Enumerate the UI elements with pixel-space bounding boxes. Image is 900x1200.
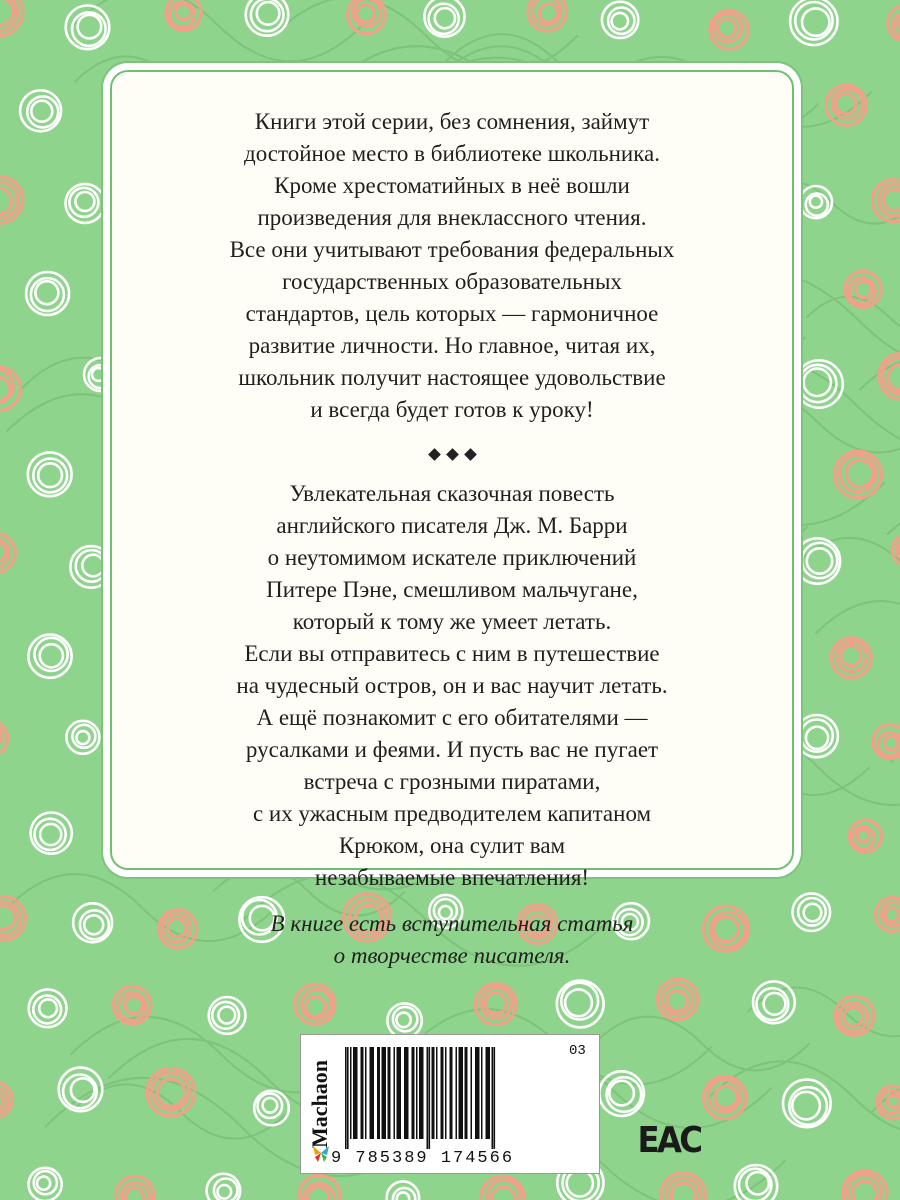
pink-ring xyxy=(888,5,900,41)
pink-ring xyxy=(475,984,516,1025)
barcode-bar xyxy=(459,1047,464,1139)
white-ring xyxy=(790,0,837,45)
barcode-bar xyxy=(486,1047,491,1139)
barcode-bar xyxy=(456,1047,458,1139)
white-ring xyxy=(20,90,61,131)
pink-ring xyxy=(481,1176,524,1200)
pink-ring xyxy=(873,725,900,759)
pink-ring xyxy=(845,271,881,307)
white-ring xyxy=(254,1091,289,1126)
barcode-bar xyxy=(436,1047,438,1139)
pink-ring xyxy=(166,0,201,30)
white-ring xyxy=(66,721,99,754)
barcode-bar xyxy=(365,1047,367,1139)
pink-ring xyxy=(892,534,900,566)
text-line: развитие личности. Но главное, читая их, xyxy=(248,333,656,358)
barcode-guard xyxy=(494,1047,496,1149)
text-line: Книги этой серии, без сомнения, займут xyxy=(254,109,650,134)
text-line: английского писателя Дж. М. Барри xyxy=(276,513,628,538)
barcode-bar xyxy=(481,1047,483,1139)
diamond-icon xyxy=(428,448,441,461)
white-ring xyxy=(557,981,604,1028)
text-line: достойное место в библиотеке школьника. xyxy=(244,141,660,166)
pink-ring xyxy=(0,1082,13,1118)
foreword-note xyxy=(142,908,762,972)
swirl-line xyxy=(74,0,363,61)
text-line: Все они учитывают требования федеральных xyxy=(229,237,675,262)
white-ring xyxy=(66,184,105,223)
pink-ring xyxy=(710,11,748,49)
text-line: незабываемые впечатления! xyxy=(314,865,590,890)
barcode-bar xyxy=(377,1047,380,1139)
barcode-guard xyxy=(492,1047,494,1149)
pink-ring xyxy=(877,1086,900,1119)
pink-ring xyxy=(0,897,25,941)
barcode-bar xyxy=(404,1047,409,1139)
white-ring xyxy=(424,0,464,37)
barcode-block xyxy=(300,1034,600,1174)
section-separator xyxy=(142,448,762,462)
white-ring xyxy=(387,1181,419,1200)
pink-ring xyxy=(843,1171,887,1200)
description-paragraph-book xyxy=(142,478,762,894)
barcode-bar xyxy=(397,1047,402,1139)
swirl-line xyxy=(815,601,900,666)
barcode-bar xyxy=(450,1047,453,1139)
text-line: А ещё познакомит с его обитателями — xyxy=(256,705,648,730)
text-line: Крюком, она сулит вам xyxy=(338,833,566,858)
eac-text: EAC xyxy=(637,1119,701,1161)
barcode-bar xyxy=(382,1047,387,1139)
barcode-bar xyxy=(388,1047,391,1139)
text-line: на чудесный остров, он и вас научит летать. xyxy=(236,673,668,698)
pink-ring xyxy=(0,0,23,36)
text-line: государственных образовательных xyxy=(282,269,622,294)
text-line: Питере Пэне, смешливом мальчугане, xyxy=(266,577,638,602)
text-line: и всегда будет готов к уроку! xyxy=(310,397,594,422)
barcode-bar xyxy=(412,1047,415,1139)
text-line: который к тому же умеет летать. xyxy=(292,609,612,634)
pink-ring xyxy=(873,180,900,222)
barcode-bar xyxy=(370,1047,375,1139)
text-line: Если вы отправитесь с ним в путешествие xyxy=(244,641,660,666)
white-ring xyxy=(602,2,638,38)
barcode-bar xyxy=(445,1047,447,1139)
pink-ring xyxy=(835,451,882,498)
barcode-guard xyxy=(429,1047,431,1149)
machaon-logo-icon xyxy=(311,1143,331,1163)
barcode-bar xyxy=(416,1047,418,1139)
pink-ring xyxy=(295,984,335,1024)
white-ring xyxy=(783,1080,831,1128)
pink-ring xyxy=(348,0,386,34)
white-ring xyxy=(28,452,72,496)
swirl-line xyxy=(72,1084,289,1138)
barcode-bar xyxy=(361,1047,364,1139)
barcode-bar xyxy=(353,1047,358,1139)
text-line: русалками и феями. И пусть вас не пугает xyxy=(245,737,659,762)
barcode-bar xyxy=(432,1047,435,1139)
barcode-guard xyxy=(347,1047,349,1149)
text-line: о неутомимом искателе приключений xyxy=(267,545,637,570)
white-ring xyxy=(28,635,71,678)
white-ring xyxy=(29,989,67,1027)
barcode-bar xyxy=(394,1047,396,1139)
white-ring xyxy=(795,538,840,583)
white-ring xyxy=(246,0,289,36)
barcode-bar xyxy=(475,1047,480,1139)
publisher-name: Machaon xyxy=(307,1060,332,1148)
text-line: встреча с грозными пиратами, xyxy=(303,769,601,794)
text-line: В книге есть вступительная статья xyxy=(270,911,634,936)
pink-ring xyxy=(0,177,23,223)
diamond-icon xyxy=(464,448,477,461)
white-ring xyxy=(209,997,246,1034)
barcode-bar xyxy=(419,1047,424,1139)
barcode-bars xyxy=(343,1047,571,1149)
barcode-addon: 03 xyxy=(569,1043,586,1059)
white-ring xyxy=(387,1003,421,1037)
text-line: стандартов, цель которых — гармоничное xyxy=(245,301,659,326)
pink-ring xyxy=(0,533,15,573)
eac-certification-mark xyxy=(634,1118,701,1162)
white-ring xyxy=(800,186,832,218)
white-ring xyxy=(66,6,110,50)
pink-ring xyxy=(831,638,871,678)
pink-ring xyxy=(658,979,698,1019)
barcode-bar xyxy=(471,1047,473,1139)
description-panel xyxy=(110,70,794,968)
pink-ring xyxy=(826,85,866,125)
isbn-digits: 9 785389 174566 xyxy=(331,1149,515,1168)
pink-ring xyxy=(661,1173,705,1200)
pink-ring xyxy=(849,820,881,852)
barcode-bar xyxy=(350,1047,352,1139)
barcode-guard xyxy=(427,1047,429,1149)
white-ring xyxy=(28,1168,61,1200)
pink-ring xyxy=(116,1176,154,1200)
text-line: о творчестве писателя. xyxy=(333,943,571,968)
text-line: Кроме хрестоматийных в неё вошли xyxy=(274,173,630,198)
barcode-guard xyxy=(345,1047,347,1149)
barcode-bar xyxy=(441,1047,444,1139)
white-ring xyxy=(793,893,831,931)
pink-ring xyxy=(876,898,900,932)
white-ring xyxy=(73,903,112,942)
text-line: произведения для внеклассного чтения. xyxy=(257,205,647,230)
white-ring xyxy=(207,1174,241,1200)
barcode-bar xyxy=(465,1047,468,1139)
text-line: с их ужасным предводителем капитаном xyxy=(252,801,652,826)
pink-ring xyxy=(0,367,20,411)
text-line: Увлекательная сказочная повесть xyxy=(289,481,615,506)
pink-ring xyxy=(528,0,566,31)
pink-ring xyxy=(299,1175,340,1200)
text-line: школьник получит настоящее удовольствие xyxy=(238,365,666,390)
white-ring xyxy=(599,1071,644,1116)
swirl-line xyxy=(891,717,900,807)
white-ring xyxy=(31,813,72,854)
white-ring xyxy=(735,1165,777,1200)
pink-ring xyxy=(879,353,900,399)
white-ring xyxy=(795,360,842,407)
pink-ring xyxy=(0,721,8,755)
white-ring xyxy=(26,272,69,315)
white-ring xyxy=(796,715,838,757)
description-paragraph-series xyxy=(142,106,762,426)
diamond-icon xyxy=(446,448,459,461)
pink-ring xyxy=(835,996,874,1035)
